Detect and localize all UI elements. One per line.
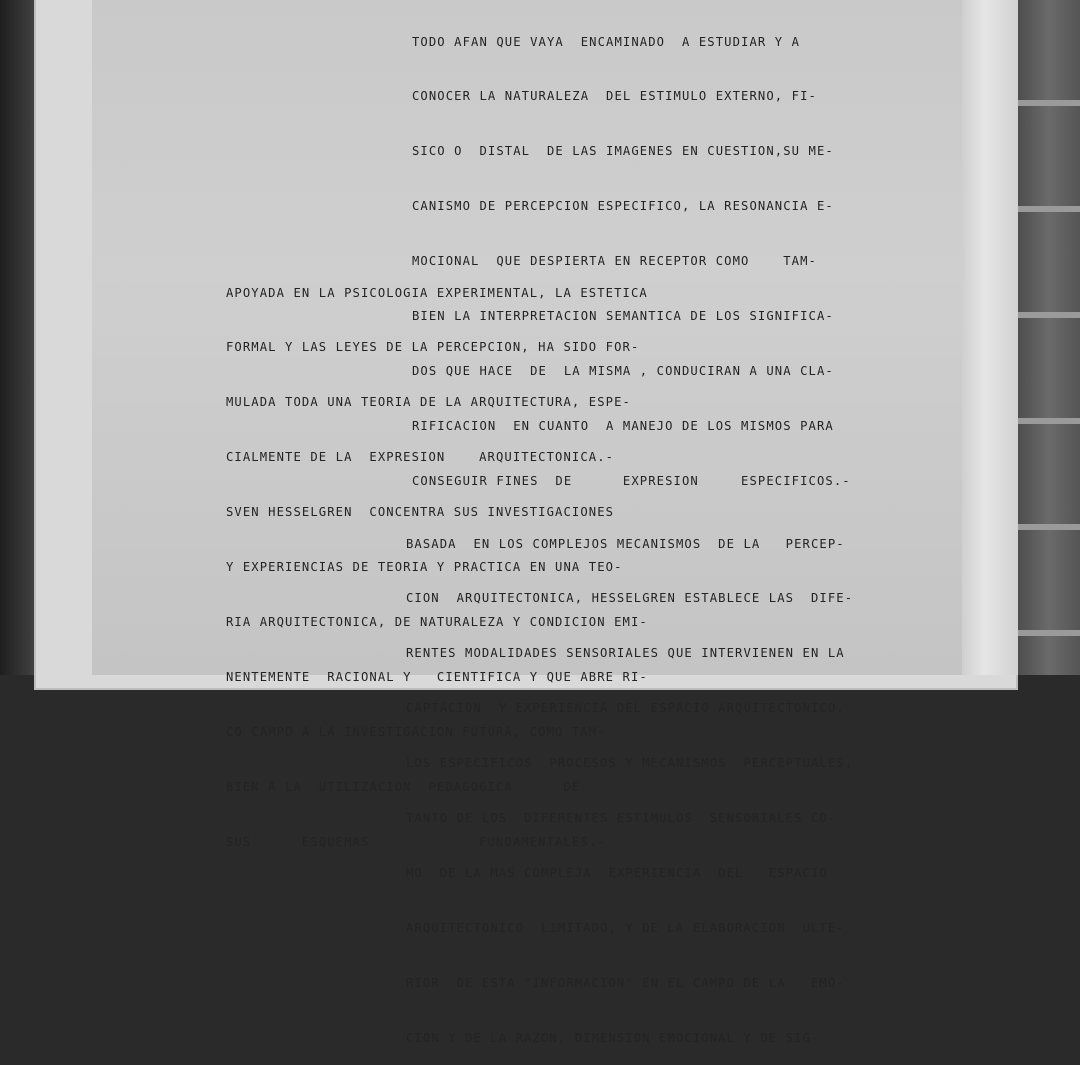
text-line: CONSEGUIR FINES DE EXPRESION ESPECIFICOS.- — [412, 473, 851, 488]
text-line: RIFICACION EN CUANTO A MANEJO DE LOS MISMOS PARA — [412, 418, 834, 433]
text-line: NENTEMENTE RACIONAL Y CIENTIFICA Y QUE ABRE RI- — [226, 669, 648, 684]
text-line: BIEN LA INTERPRETACION SEMANTICA DE LOS SIGNIFICA- — [412, 309, 834, 324]
text-line: APOYADA EN LA PSICOLOGIA EXPERIMENTAL, LA ESTETICA — [226, 285, 648, 300]
text-line: RIA ARQUITECTONICA, DE NATURALEZA Y CONDICION EMI- — [226, 614, 648, 629]
display-board-edge — [962, 0, 1018, 675]
text-line: FORMAL Y LAS LEYES DE LA PERCEPCION, HA SIDO FOR- — [226, 340, 640, 355]
text-line: CION ARQUITECTONICA, HESSELGREN ESTABLECE LAS DIFE- — [406, 591, 854, 606]
text-line: SVEN HESSELGREN CONCENTRA SUS INVESTIGACIONES — [226, 505, 615, 520]
brick-wall — [1018, 0, 1080, 675]
text-line: RENTES MODALIDADES SENSORIALES QUE INTERVIENEN EN LA — [406, 646, 845, 661]
text-line: CO CAMPO A LA INVESTIGACION FUTURA, COMO TAM- — [226, 724, 606, 739]
text-line: CONOCER LA NATURALEZA DEL ESTIMULO EXTERNO, FI- — [412, 89, 817, 104]
text-line: ARQUITECTONICO LIMITADO, Y DE LA ELABORACION ULTE- — [406, 920, 845, 935]
text-line: DOS QUE HACE DE LA MISMA , CONDUCIRAN A UNA CLA- — [412, 363, 834, 378]
text-line: CAPTACION Y EXPERIENCIA DEL ESPACIO ARQUITECTONICO. — [406, 701, 845, 716]
text-line: CIALMENTE DE LA EXPRESION ARQUITECTONICA.- — [226, 450, 615, 465]
text-line: MO DE LA MAS COMPLEJA EXPERIENCIA DEL ESPACIO — [406, 865, 828, 880]
text-line: TODO AFAN QUE VAYA ENCAMINADO A ESTUDIAR Y A — [412, 34, 801, 49]
text-line: Y EXPERIENCIAS DE TEORIA Y PRACTICA EN UNA TEO- — [226, 560, 623, 575]
text-line: CANISMO DE PERCEPCION ESPECIFICO, LA RESONANCIA E- — [412, 199, 834, 214]
text-line: LOS ESPECIFICOS PROCESOS Y MECANISMOS PERCEPTUALES, — [406, 756, 854, 771]
text-line: MULADA TODA UNA TEORIA DE LA ARQUITECTURA, ESPE- — [226, 395, 631, 410]
text-line: RIOR DE ESTA "INFORMACION" EN EL CAMPO DE LA EMO- — [406, 975, 845, 990]
text-line: SUS ESQUEMAS FUNDAMENTALES.- — [226, 834, 606, 849]
text-line: BIEN A LA UTILIZACION PEDAGOGICA DE — [226, 779, 581, 794]
text-line: MOCIONAL QUE DESPIERTA EN RECEPTOR COMO TAM- — [412, 254, 817, 269]
text-line: BASADA EN LOS COMPLEJOS MECANISMOS DE LA PERCEP- — [406, 536, 845, 551]
text-block-bottom — [406, 498, 853, 1065]
text-line: SICO O DISTAL DE LAS IMAGENES EN CUESTION,SU ME- — [412, 144, 834, 159]
text-line: CION Y DE LA RAZON, DIMENSION EMOCIONAL Y DE SIG- — [406, 1030, 820, 1045]
text-line: TANTO DE LOS DIFERENTES ESTIMULOS SENSORIALES CO- — [406, 811, 837, 826]
